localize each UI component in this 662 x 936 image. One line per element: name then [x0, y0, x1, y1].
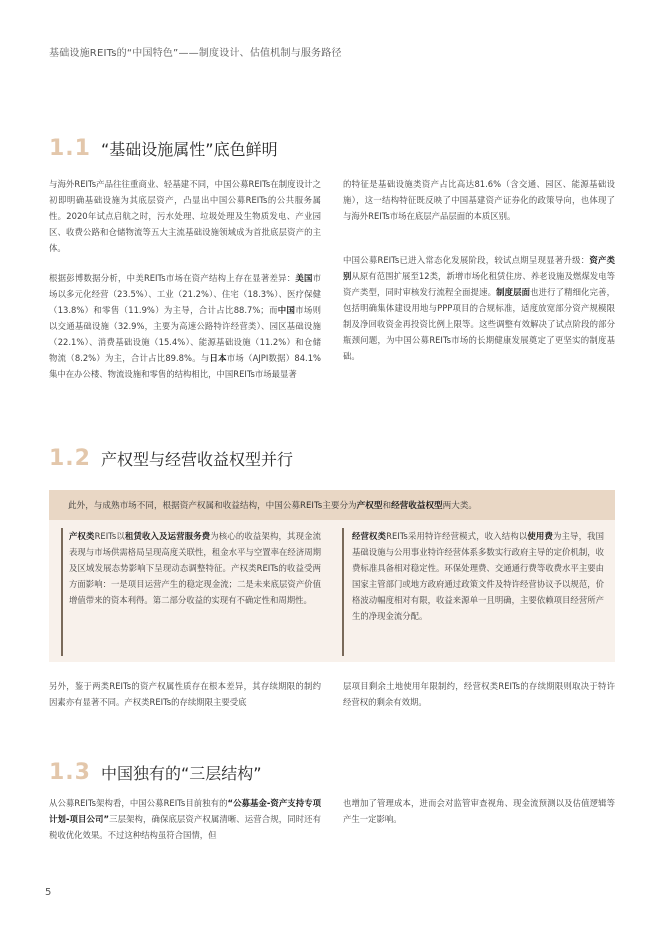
section-title-1-1 — [49, 136, 278, 162]
panel-rule-right — [342, 528, 344, 656]
section-heading: 产权型与经营收益权型并行 — [100, 450, 293, 469]
section-title-1-2 — [49, 446, 293, 472]
section-number: 1.3 — [49, 760, 91, 785]
section-title-1-3 — [49, 760, 262, 786]
paragraph-market-comparison: 根据彭博数据分析，中美REITs市场在资产结构上存在显著差异：美国市场以多元化经营（23.5%）、工业（21.2%）、住宅（18.3%）、医疗保健（13.8%）和零售（11.9%）为主导，合计占比88.7%；而中国市场则以交通基础设施（32.9%，主要为高速公路特许经营类）、园区基础设施（22.1%）、消费基础设施（15.4%）、能源基础设施（11.2%）和仓储物流（8.2%）为主，合计占比89.8%。与日本市场（AJPI数据）84.1%集中在办公楼、物流设施和零售的结构相比，中国REITs市场最显著 — [49, 273, 322, 379]
operating-type-description: 经营权类REITs采用特许经营模式，收入结构以使用费为主导，我国基础设施与公用事业特许经营体系多数实行政府主导的定价机制，收费标准具备相对稳定性。环保处理费、交通通行费等收费水平主要由国家主管部门或地方政府通过政策文件及特许经营协议予以规范，价格波动幅度相对有限，收益来源单一且明确，主要依赖项目经营所产生的净现金流分配。 — [352, 531, 605, 621]
summary-band-text: 此外，与成熟市场不同，根据资产权属和收益结构，中国公募REITs主要分为产权型和经营收益权型两大类。 — [68, 501, 478, 511]
paragraph-three-layer-right: 也增加了管理成本，进而会对监管审查视角、现金流预测以及估值逻辑等产生一定影响。 — [343, 798, 615, 824]
paragraph-three-layer-left: 从公募REITs架构看，中国公募REITs目前独有的“公募基金-资产支持专项计划-项目公司”三层架构，确保底层资产权属清晰、运营合规，同时还有税收优化效果。不过这种结构虽符合国情，但 — [49, 798, 322, 840]
paragraph-duration-right: 层项目剩余土地使用年限制约，经营权类REITs的存续期限则取决于特许经营权的剩余有效期。 — [343, 681, 615, 707]
section-number: 1.2 — [49, 446, 91, 471]
page-number: 5 — [45, 887, 52, 898]
panel-rule-left — [61, 528, 63, 656]
paragraph-intro: 与海外REITs产品往往重商业、轻基建不同，中国公募REITs在制度设计之初即明确基础设施为其底层资产，凸显出中国公募REITs的公共服务属性。2020年试点启航之时，污水处理、垃圾处理及生物质发电、产业园区、收费公路和仓储物流等五大主流基础设施领域成为首批底层资产的主体。 — [49, 179, 321, 253]
paragraph-duration-left: 另外，鉴于两类REITs的资产权属性质存在根本差异，其存续期限的制约因素亦有显著不同。产权类REITs的存续期限主要受底 — [49, 681, 321, 707]
paragraph-infrastructure-share: 的特征是基础设施类资产占比高达81.6%（含交通、园区、能源基础设施），这一结构特征既反映了中国基建资产证券化的政策导向，也体现了与海外REITs市场在底层产品层面的本质区别。 — [343, 179, 615, 221]
paragraph-normalization: 中国公募REITs已进入常态化发展阶段，较试点期呈现显著升级：资产类别从原有范围扩展至12类，新增市场化租赁住房、养老设施及燃煤发电等资产类型，同时审核发行流程全面提速。制度层面也进行了精细化完善，包括明确集体建设用地与PPP项目的合规标准，适度放宽部分资产规模限制及净回收资金再投资比例上限等。这些调整有效解决了试点阶段的部分瓶颈问题，为中国公募REITs市场的长期健康发展奠定了更坚实的制度基础。 — [343, 255, 616, 361]
section-number: 1.1 — [49, 136, 91, 161]
section-heading: “基础设施属性”底色鲜明 — [100, 140, 278, 159]
property-type-description: 产权类REITs以租赁收入及运营服务费为核心的收益架构，其现金流表现与市场供需格局呈现高度关联性，租金水平与空置率在经济周期及区域发展态势影响下呈现动态调整特征。产权类REITs的收益受两方面影响：一是项目运营产生的稳定现金流；二是未来底层资产价值增值带来的资本利得。第二部分收益的实现有不确定性和周期性。 — [69, 531, 322, 605]
running-header: 基础设施REITs的“中国特色”——制度设计、估值机制与服务路径 — [49, 48, 342, 59]
section-heading: 中国独有的“三层结构” — [100, 764, 262, 783]
